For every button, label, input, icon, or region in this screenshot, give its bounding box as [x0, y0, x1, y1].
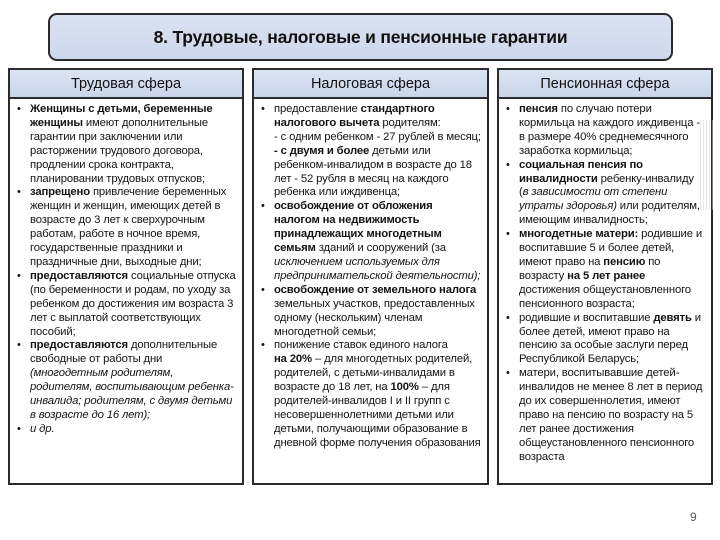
text-run: ребенку-инвалиду ( [519, 172, 694, 199]
bullet-icon: • [261, 103, 265, 115]
text-run: понижение ставок единого налога [274, 339, 448, 352]
text-run: дополнительные свободные от работы дни [30, 339, 218, 366]
text-run: детьми или ребенком-инвалидом в возрасте до 18 лет - 52 рубля в месяц на каждого ребенка или иждивенца; [274, 144, 472, 199]
text-run: 100% [390, 381, 419, 394]
text-run: стандартного налогового вычета [274, 103, 435, 129]
text-run: - с двумя и более [274, 144, 370, 157]
list-item [503, 367, 705, 464]
slide-title: 8. Трудовые, налоговые и пенсионные гарантии [153, 26, 568, 47]
column-heading-tax: Налоговая сфера [254, 70, 487, 99]
text-run: имеют дополнительные гарантии при заключении или расторжении трудового договора, продлении срока контракта, планировании трудовых отпусков; [30, 116, 209, 185]
text-run: или родителям, имеющим инвалидность; [519, 200, 700, 227]
text-run: Женщины с детьми, беременные женщины [30, 103, 213, 129]
text-run: земельных участков, предоставленных одному (нескольким) членам многодетной семьи; [274, 297, 475, 338]
bullet-icon: • [17, 422, 21, 435]
column-tax [252, 68, 489, 485]
list-item [14, 339, 236, 422]
text-run: запрещено [30, 186, 90, 199]
list-item [258, 103, 481, 200]
list-item [503, 103, 705, 159]
text-run: освобождение от обложения налогом на недвижимость принадлежащих многодетным семьям [274, 200, 442, 255]
text-run: предоставление [274, 103, 361, 115]
text-run: пенсию [603, 255, 646, 268]
text-run: – для многодетных родителей, родителей, с детьми-инвалидами в возрасте до 18 лет, на [274, 353, 473, 394]
text-run: на 5 лет ранее [567, 269, 646, 282]
text-run: по возрасту [519, 255, 661, 282]
list-item [14, 423, 236, 437]
text-run: девять [653, 311, 692, 324]
text-run: и более детей, имеют право на пенсию за особые заслуги перед Республикой Беларусь; [519, 311, 701, 366]
text-run: родителям: [379, 116, 441, 129]
text-run: привлечение беременных женщин и женщин, имеющих детей в возрасте до 3 лет к сверхурочным работам, работе в ночное время, государственные праздники и праздничные дни, выходные дни; [30, 186, 227, 268]
text-run: освобождение от земельного налога [274, 283, 477, 296]
labor-list [14, 103, 236, 437]
list-item [258, 200, 481, 283]
column-heading-pension: Пенсионная сфера [499, 70, 711, 99]
text-run: многодетные матери: [519, 228, 639, 241]
list-item [503, 312, 705, 368]
pension-list [503, 103, 705, 465]
tax-list [258, 103, 481, 451]
text-run: предоставляются [30, 269, 128, 282]
bullet-icon: • [17, 186, 21, 199]
column-heading-labor: Трудовая сфера [10, 70, 242, 99]
bullet-icon: • [261, 283, 265, 296]
text-run: родившие и воспитавшие [519, 311, 654, 324]
slide-title-box [48, 13, 673, 61]
scan-noise-decoration [700, 120, 714, 210]
bullet-icon: • [506, 158, 510, 171]
bullet-icon: • [261, 339, 265, 352]
text-run: родившие и воспитавшие 5 и более детей, имеют право на [519, 228, 703, 268]
bullet-icon: • [506, 228, 510, 241]
list-item [503, 159, 705, 229]
text-run: на 20% [274, 353, 312, 366]
page-number: 9 [690, 510, 697, 524]
text-run: (многодетным родителям, родителям, воспитывающим ребенка-инвалида; родителям, с двумя детьми в возрасте до 16 лет); [30, 367, 234, 421]
bullet-icon: • [506, 367, 510, 380]
list-item [14, 103, 236, 186]
text-run: зданий и сооружений (за [315, 242, 446, 255]
bullet-icon: • [17, 339, 21, 352]
list-item [503, 228, 705, 311]
bullet-icon: • [17, 103, 21, 115]
text-run: в зависимости от степени утраты здоровья) [519, 186, 668, 213]
list-item [14, 270, 236, 340]
text-run: – для родителей-инвалидов I и II групп с несовершеннолетними детьми или детьми, получающими образование в дневной форме получения образования [274, 381, 481, 449]
text-run: достижения общеустановленного пенсионного возраста; [519, 283, 691, 310]
bullet-icon: • [261, 200, 265, 213]
bullet-icon: • [506, 311, 510, 324]
text-run: социальная пенсия по инвалидности [519, 158, 643, 185]
text-run: исключением используемых для предпринимательской деятельности); [274, 255, 481, 282]
text-run: матери, воспитывавшие детей-инвалидов не менее 8 лет в период до их совершеннолетия, имеют право на пенсию по возрасту на 5 лет ранее достижения общеустановленного пенсионного возраста [519, 367, 703, 463]
list-item [258, 339, 481, 450]
list-item [14, 186, 236, 269]
list-item [258, 284, 481, 340]
bullet-icon: • [506, 103, 510, 115]
column-labor [8, 68, 244, 485]
text-run: пенсия [519, 103, 558, 115]
bullet-icon: • [17, 269, 21, 282]
text-run: - с одним ребенком - 27 рублей в месяц; [274, 130, 481, 143]
text-run: предоставляются [30, 339, 128, 352]
column-pension [497, 68, 713, 485]
text-run: по случаю потери кормильца на каждого иждивенца - в размере 40% среднемесячного заработка кормильца; [519, 103, 700, 157]
text-run: и др. [30, 422, 55, 435]
text-run: социальные отпуска (по беременности и родам, по уходу за ребенком до достижения им возраста 3 лет с выплатой соответствующих пособий; [30, 269, 236, 338]
